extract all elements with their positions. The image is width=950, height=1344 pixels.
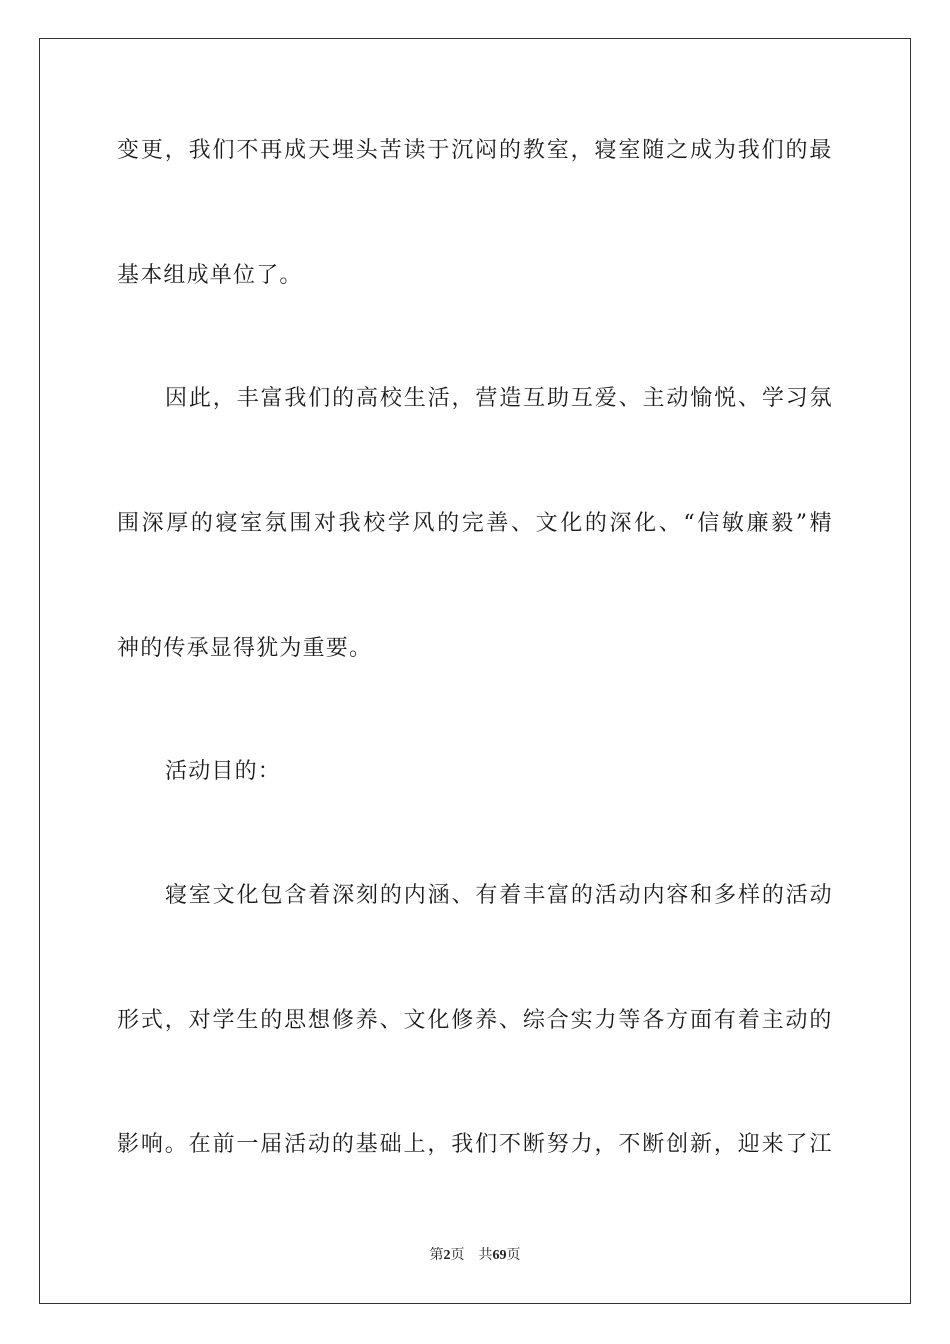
text-line-7: 寝 室 文 化 包 含 着 深 刻 的 内 涵 、 有 着 丰 富 的 活 动 内 容 和 多 样 的 活 动 — [165, 883, 833, 908]
total-prefix: 共 — [478, 1248, 493, 1263]
page-suffix: 页 — [450, 1248, 465, 1263]
total-suffix: 页 — [506, 1248, 521, 1263]
text-line-4: 围 深 厚 的 寝 室 氛 围 对 我 校 学 风 的 完 善 、 文 化 的 深 化 、 “ 信 敏 廉 毅 ” 精 — [117, 511, 833, 536]
section-heading: 活动目的： — [165, 759, 282, 784]
text-line-9: 影 响 。 在 前 一 届 活 动 的 基 础 上 ， 我 们 不 断 努 力 ， 不 断 创 新 ， 迎 来 了 江 — [117, 1132, 833, 1157]
total-pages: 69 — [492, 1248, 507, 1263]
text-line-3: 因 此 ， 丰 富 我 们 的 高 校 生 活 ， 营 造 互 助 互 爱 、 主 动 愉 悦 、 学 习 氛 — [165, 386, 833, 411]
page-number: 2 — [443, 1248, 451, 1263]
page-prefix: 第 — [429, 1248, 444, 1263]
text-line-2: 基本组成单位了。 — [117, 263, 303, 288]
page-footer — [0, 1247, 950, 1265]
text-line-1: 变 更 ， 我 们 不 再 成 天 埋 头 苦 读 于 沉 闷 的 教 室 ， 寝 室 随 之 成 为 我 们 的 最 — [117, 138, 833, 163]
text-line-8: 形 式 ， 对 学 生 的 思 想 修 养 、 文 化 修 养 、 综 合 实 力 等 各 方 面 有 着 主 动 的 — [117, 1008, 833, 1033]
text-line-5: 神的传承显得犹为重要。 — [117, 636, 373, 661]
page-border — [39, 38, 911, 1304]
